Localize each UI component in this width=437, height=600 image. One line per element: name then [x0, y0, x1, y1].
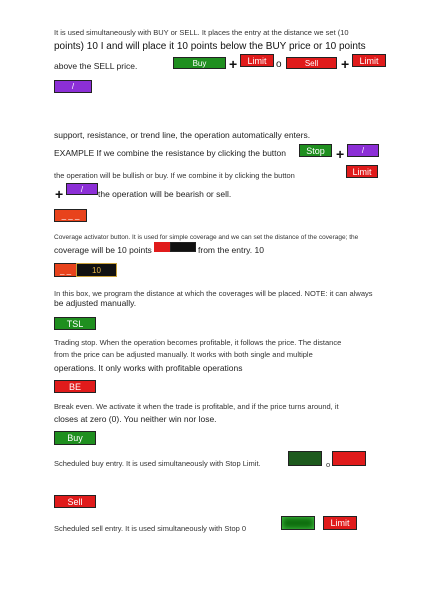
plus-sign: + — [336, 146, 345, 162]
tsl-button[interactable]: TSL — [54, 317, 96, 330]
coverage-dash-button[interactable]: _ _ — [54, 263, 76, 277]
slash-button[interactable]: / — [54, 80, 92, 93]
p1-line3: above the SELL price. — [54, 61, 138, 71]
slash-button[interactable]: / — [347, 144, 379, 157]
limit-button[interactable]: Limit — [346, 165, 378, 178]
tsl-line1: Trading stop. When the operation becomes profitable, it follows the price. The distance — [54, 338, 342, 347]
p4-line2: be adjusted manually. — [54, 298, 137, 308]
buy-line1: Scheduled buy entry. It is used simultaneously with Stop Limit. — [54, 459, 261, 468]
coverage-distance-input[interactable]: 10 — [76, 263, 117, 277]
stop-button[interactable] — [288, 451, 322, 466]
or-label: o — [326, 460, 331, 469]
be-button[interactable]: BE — [54, 380, 96, 393]
scheduled-buy-button[interactable]: Buy — [54, 431, 96, 445]
sell-line1: Scheduled sell entry. It is used simultaneously with Stop 0 — [54, 524, 247, 533]
scheduled-sell-button[interactable]: Sell — [54, 495, 96, 508]
p1-line1: It is used simultaneously with BUY or SELL. It places the entry at the distance we set (10 — [54, 28, 349, 37]
tsl-line3: operations. It only works with profitable operations — [54, 363, 243, 373]
p2-line2: EXAMPLE If we combine the resistance by clicking the button — [54, 148, 286, 158]
stop-button[interactable] — [281, 516, 315, 530]
limit-button[interactable]: Limit — [352, 54, 386, 67]
buy-button[interactable]: Buy — [173, 57, 226, 69]
p2-line3: the operation will be bullish or buy. If we combine it by clicking the button — [54, 171, 295, 180]
stop-button[interactable]: Stop — [299, 144, 332, 157]
plus-sign: + — [229, 56, 238, 72]
limit-button[interactable] — [332, 451, 366, 466]
limit-button[interactable]: Limit — [323, 516, 357, 530]
plus-sign: + — [341, 56, 350, 72]
p3-line1: Coverage activator button. It is used for simple coverage and we can set the distance of the coverage; the — [54, 234, 359, 241]
p1-line2: points) 10 I and will place it 10 points below the BUY price or 10 points — [54, 41, 366, 52]
coverage-black-box — [170, 242, 196, 252]
be-line1: Break even. We activate it when the trade is profitable, and if the price turns around, it — [54, 402, 339, 411]
slash-button[interactable]: / — [66, 183, 98, 195]
limit-button[interactable]: Limit — [240, 54, 274, 67]
be-line2: closes at zero (0). You neither win nor lose. — [54, 414, 217, 424]
p2-line1: support, resistance, or trend line, the operation automatically enters. — [54, 130, 311, 140]
or-label: o — [276, 59, 282, 70]
p2-line4: the operation will be bearish or sell. — [98, 189, 232, 199]
p4-line1: In this box, we program the distance at which the coverages will be placed. NOTE: it can always — [54, 289, 373, 298]
plus-sign: + — [55, 186, 64, 202]
tsl-line2: from the price can be adjusted manually. It works with both single and multiple — [54, 350, 313, 359]
p3-line2b: from the entry. 10 — [198, 245, 264, 255]
p3-line2: coverage will be 10 points — [54, 245, 152, 255]
coverage-activator-button[interactable]: _ _ _ — [54, 209, 87, 222]
sell-button[interactable]: Sell — [286, 57, 337, 69]
coverage-red-box — [154, 242, 170, 252]
